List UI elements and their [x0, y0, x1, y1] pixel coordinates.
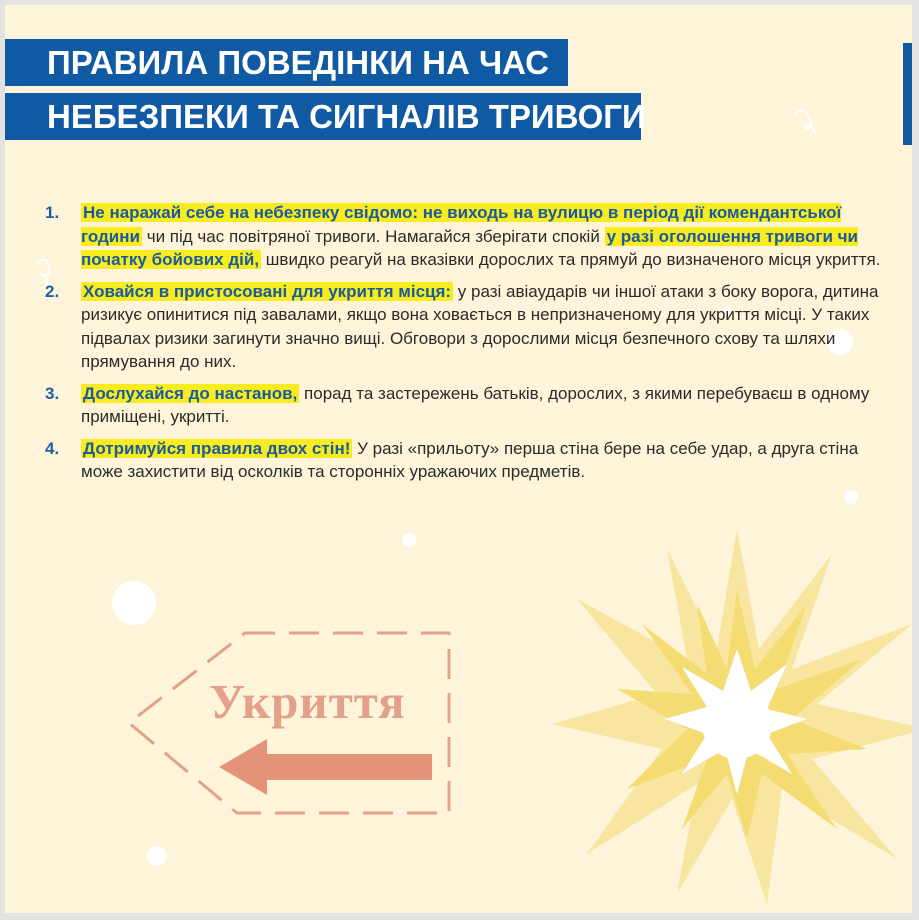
rule-highlight-text: у разі оголошення тривоги чи початку бойових дій,: [81, 226, 858, 269]
edge-accent: [903, 43, 912, 145]
bubble-decoration: [844, 490, 858, 504]
shelter-label: Укриття: [209, 674, 406, 729]
rules-list: [45, 201, 885, 492]
rule-number: 1.: [45, 203, 60, 222]
rule-item: [45, 437, 885, 484]
title-line-2: НЕБЕЗПЕКИ ТА СИГНАЛІВ ТРИВОГИ: [5, 93, 641, 140]
rule-item: [45, 280, 885, 374]
rule-text: чи під час повітряної тривоги. Намагайся зберігати спокій: [141, 226, 605, 246]
title-line-1: ПРАВИЛА ПОВЕДІНКИ НА ЧАС: [5, 39, 568, 86]
arrow-left-icon: [219, 739, 432, 795]
rule-highlight-text: Не наражай себе на небезпеку свідомо: не виходь на вулицю в період дії комендантської години: [81, 203, 842, 246]
rule-item: [45, 201, 885, 272]
rule-number: 4.: [45, 438, 60, 458]
rule-highlight-text: Дослухайся до настанов,: [83, 383, 298, 403]
explosion-burst: [552, 529, 912, 904]
rule-text: порад та застережень батьків, дорослих, з якими перебуваєш в одному приміщені, укритті.: [81, 383, 870, 426]
rule-item: [45, 382, 885, 429]
bubble-decoration: [147, 846, 167, 866]
rule-highlight-text: Дотримуйся правила двох стін!: [83, 438, 351, 458]
rule-number: 2.: [45, 281, 60, 301]
rule-number: 3.: [45, 383, 60, 403]
bubble-decoration: [112, 581, 156, 625]
bubble-decoration: [402, 533, 416, 547]
rule-text: швидко реагуй на вказівки дорослих та прямуй до визначеного місця укриття.: [261, 250, 881, 269]
poster: [5, 5, 912, 913]
rule-highlight-text: Ховайся в пристосовані для укриття місця:: [83, 281, 452, 301]
rule-text: у разі авіаударів чи іншої атаки з боку ворога, дитина ризикує опинитися під завалами, якщо вона ховається в непризначеному для укриття місці. У таких підвалах ризики загинути значно вищі. Обговори з дорослими місця безпечного схову та шляхи прямування до них.: [81, 281, 879, 371]
rule-text: У разі «прильоту» перша стіна бере на себе удар, а друга стіна може захистити від осколків та сторонніх уражаючих предметів.: [81, 438, 859, 481]
